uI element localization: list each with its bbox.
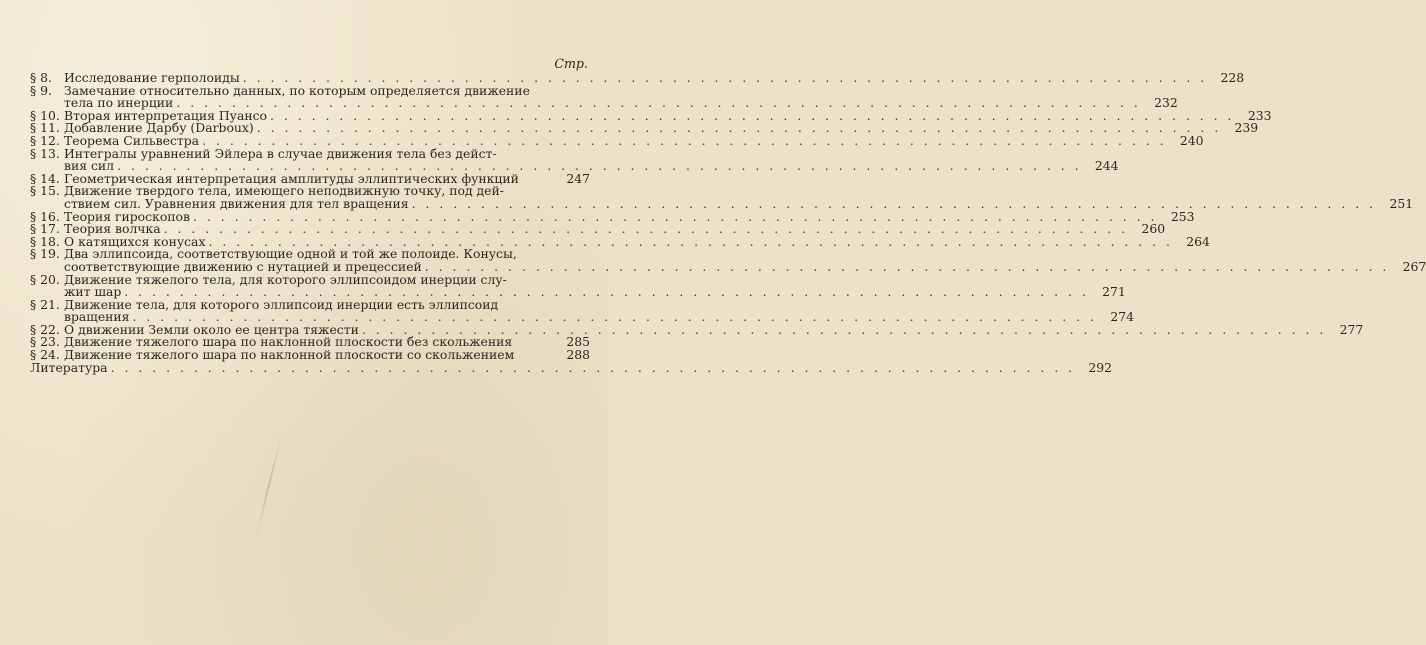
toc-entry: [30, 246, 1426, 274]
toc-entries: [30, 70, 1426, 375]
page-number: 247: [566, 170, 590, 186]
section-number: § 13.: [30, 145, 60, 161]
entry-title-text: Вторая интерпретация Пуансо: [64, 107, 268, 123]
page-number: 260: [1141, 221, 1166, 237]
entry-title-text: Два эллипсоида, соответствующие одной и той же полоиде. Конусы,: [64, 246, 517, 262]
section-number: § 11.: [30, 120, 60, 136]
entry-title: [30, 359, 1113, 375]
section-number: § 17.: [30, 221, 60, 237]
entry-title-text: Теорема Сильвестра: [64, 132, 200, 148]
toc-entry: [30, 359, 1113, 375]
entry-title-text: Литература: [30, 359, 108, 375]
entry-title-text: Движение твердого тела, имеющего неподвижную точку, под дей-: [64, 183, 504, 199]
section-number: § 20.: [30, 271, 60, 287]
page-number: 228: [1220, 70, 1245, 85]
entry-title: [64, 145, 1119, 174]
entry-title-text: Замечание относительно данных, по которым определяется движение: [64, 82, 530, 98]
entry-title-text: Геометрическая интерпретация амплитуды эллиптических функций: [64, 170, 519, 186]
entry-title-text: Теория волчка: [64, 221, 161, 237]
page-number: 267: [1402, 258, 1426, 274]
entry-title-text: О движении Земли около ее центра тяжести: [64, 321, 359, 337]
toc-entry: [30, 82, 1178, 111]
toc-entry: [30, 271, 1126, 300]
entry-title: [64, 296, 1134, 325]
entry-title-text: жит шар: [64, 284, 122, 300]
page-number: 240: [1179, 132, 1204, 148]
dot-leader: [425, 261, 1389, 274]
entry-title: [64, 82, 1178, 111]
section-number: § 12.: [30, 132, 60, 148]
page-number: 239: [1234, 120, 1259, 136]
entry-title-text: вращения: [64, 309, 130, 325]
entry-title-text: Движение тела, для которого эллипсоид инерции есть эллипсоид: [64, 296, 499, 312]
entry-title-text: О катящихся конусах: [64, 233, 206, 249]
section-number: § 9.: [30, 82, 52, 98]
toc-entry: [30, 145, 1119, 174]
section-number: § 10.: [30, 107, 60, 123]
page-column-header: Стр.: [554, 56, 588, 71]
page-number: 277: [1339, 321, 1364, 337]
dot-leader: [111, 362, 1075, 375]
section-number: § 16.: [30, 208, 60, 224]
page-number: 285: [566, 334, 590, 350]
entry-title: [64, 183, 1414, 211]
entry-title-text: Движение тяжелого тела, для которого эллипсоидом инерции слу-: [64, 271, 507, 287]
entry-title-text: вия сил: [64, 158, 115, 174]
section-number: § 24.: [30, 347, 60, 363]
page-number: 253: [1170, 208, 1195, 224]
entry-title-text: Добавление Дарбу (Darboux): [64, 120, 254, 136]
page-number: 232: [1154, 95, 1178, 111]
section-number: § 22.: [30, 321, 60, 337]
paper-crease: [255, 431, 284, 538]
entry-title: [64, 246, 1426, 274]
page-number: 292: [1088, 359, 1113, 375]
entry-title-text: Теория гироскопов: [64, 208, 190, 224]
page-number: 288: [566, 347, 590, 363]
entry-title-text: соответствующие движению с нутацией и прецессией: [64, 258, 422, 274]
entry-title: [64, 271, 1126, 300]
entry-title-text: Интегралы уравнений Эйлера в случае движения тела без дейст-: [64, 145, 497, 161]
page-number: 264: [1186, 233, 1210, 249]
entry-title-text: Исследование герполоиды: [64, 70, 240, 85]
entry-title-text: Движение тяжелого шара по наклонной плоскости без скольжения: [64, 334, 513, 350]
page-number: 271: [1102, 284, 1126, 300]
toc-entry: [30, 296, 1134, 325]
page-number: 233: [1247, 107, 1272, 123]
page-number: 244: [1094, 158, 1119, 174]
section-number: § 18.: [30, 233, 60, 249]
section-number: § 14.: [30, 170, 60, 186]
section-number: § 21.: [30, 296, 60, 312]
table-of-contents: [30, 56, 1426, 375]
entry-title-text: тела по инерции: [64, 95, 174, 111]
page-number: 274: [1110, 309, 1134, 325]
entry-title-text: Движение тяжелого шара по наклонной плоскости со скольжением: [64, 347, 515, 363]
section-number: § 8.: [30, 70, 52, 85]
section-number: § 19.: [30, 246, 60, 262]
page-number: 251: [1389, 195, 1414, 211]
toc-entry: [30, 183, 1414, 211]
entry-title-line: [30, 359, 1113, 375]
entry-title-text: ствием сил. Уравнения движения для тел вращения: [64, 195, 409, 211]
section-number: § 15.: [30, 183, 60, 199]
section-number: § 23.: [30, 334, 60, 350]
